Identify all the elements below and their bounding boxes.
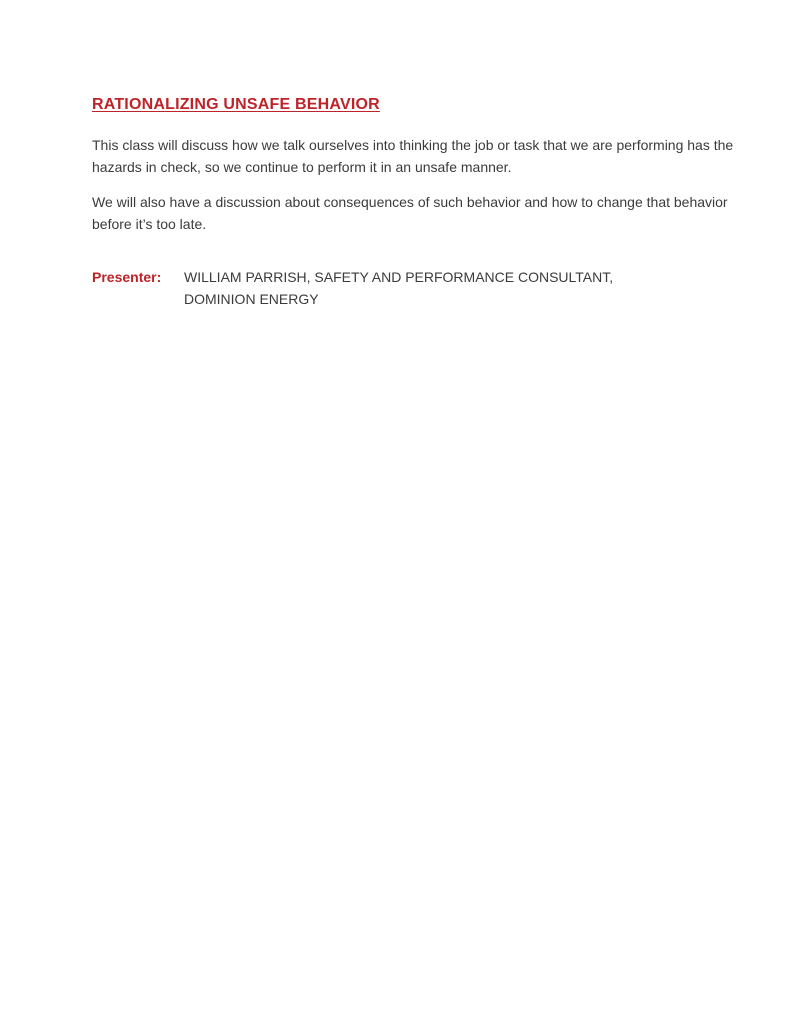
presenter-name bbox=[184, 266, 613, 310]
document-content bbox=[92, 95, 742, 310]
presenter-row bbox=[92, 266, 742, 310]
presenter-name-line-2: DOMINION ENERGY bbox=[184, 291, 319, 307]
presenter-name-line-1: WILLIAM PARRISH, SAFETY AND PERFORMANCE CONSULTANT, bbox=[184, 269, 614, 285]
intro-paragraph: This class will discuss how we talk ourselves into thinking the job or task that we are performing has the hazards in check, so we continue to perform it in an unsafe manner. bbox=[92, 137, 734, 175]
discussion-paragraph: We will also have a discussion about consequences of such behavior and how to change that behavior before it’s too late. bbox=[92, 194, 728, 232]
page-title: RATIONALIZING UNSAFE BEHAVIOR bbox=[92, 96, 380, 113]
presenter-label: Presenter: bbox=[92, 269, 162, 285]
